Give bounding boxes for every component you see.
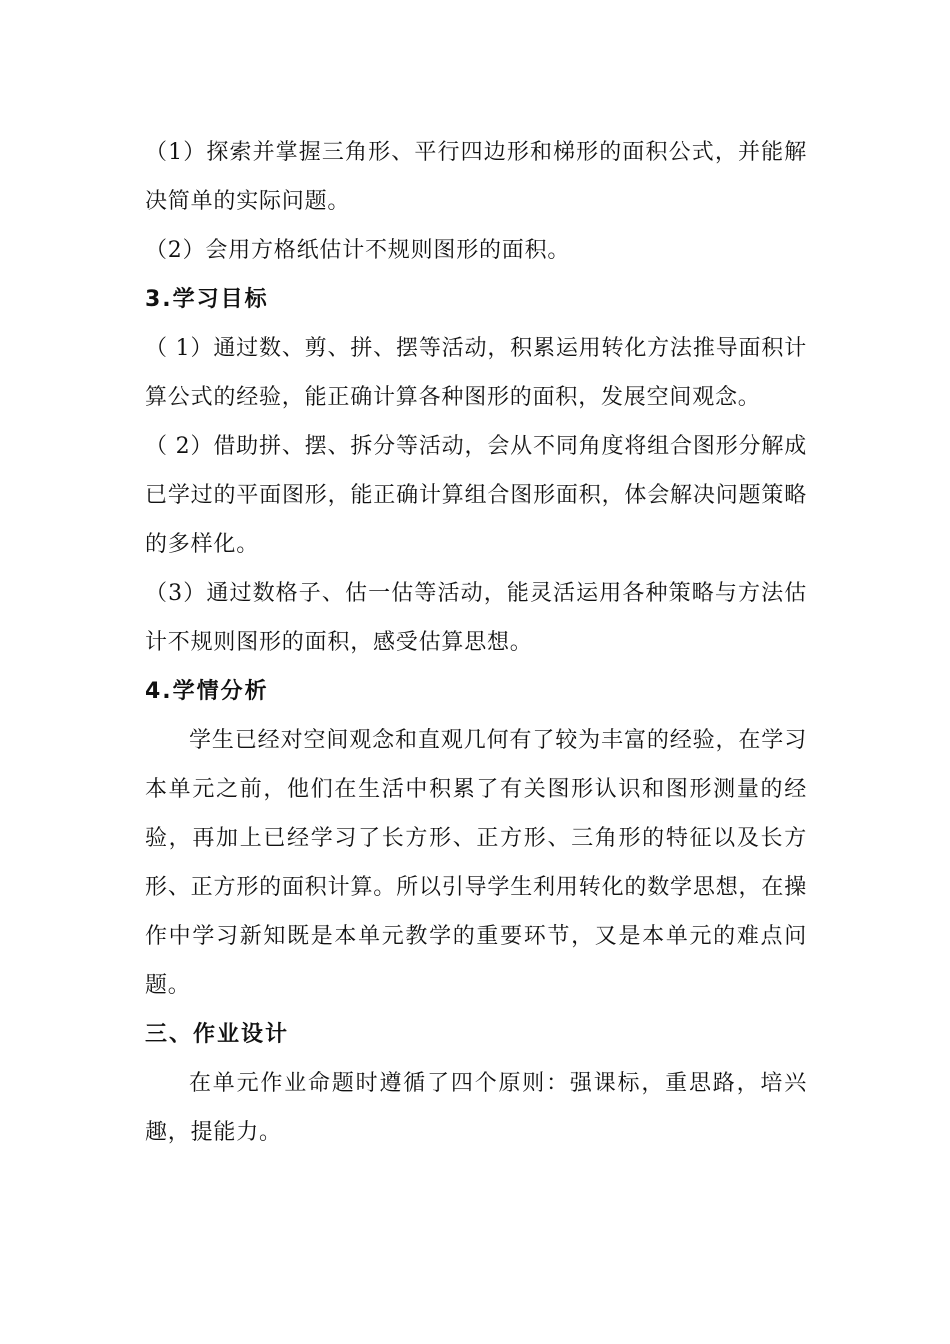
section-heading-student-analysis: 4.学情分析 [145,679,269,704]
student-analysis-paragraph: 学生已经对空间观念和直观几何有了较为丰富的经验，在学习本单元之前，他们在生活中积累了有关图形认识和图形测量的经验，再加上已经学习了长方形、正方形、三角形的特征以及长方形、正方形的面积计算。所以引导学生利用转化的数学思想，在操作中学习新知既是本单元教学的重要环节，又是本单元的难点问题。 [145,728,807,998]
document-page [145,128,807,1157]
learning-goal-3: （3）通过数格子、估一估等活动，能灵活运用各种策略与方法估计不规则图形的面积，感受估算思想。 [145,581,807,655]
content-item-1: （1）探索并掌握三角形、平行四边形和梯形的面积公式，并能解决简单的实际问题。 [145,140,807,214]
learning-goal-2: （ 2）借助拼、摆、拆分等活动，会从不同角度将组合图形分解成已学过的平面图形，能正确计算组合图形面积，体会解决问题策略的多样化。 [145,434,807,557]
section-heading-homework-design: 三、作业设计 [145,1022,290,1047]
learning-goal-1: （ 1）通过数、剪、拼、摆等活动，积累运用转化方法推导面积计算公式的经验，能正确计算各种图形的面积，发展空间观念。 [145,336,807,410]
content-item-2: （2）会用方格纸估计不规则图形的面积。 [145,238,571,263]
homework-design-paragraph: 在单元作业命题时遵循了四个原则：强课标，重思路，培兴趣，提能力。 [145,1071,807,1145]
section-heading-learning-goals: 3.学习目标 [145,287,269,312]
